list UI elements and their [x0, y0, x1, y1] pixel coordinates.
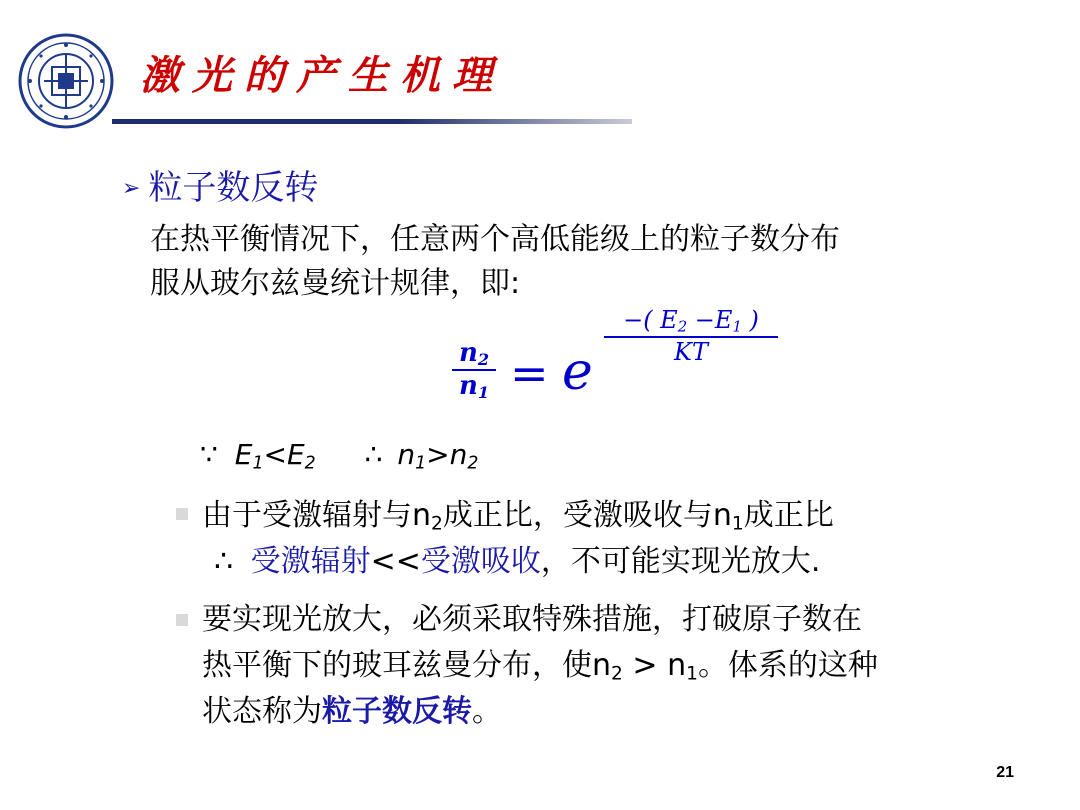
bullet-2-line-3: 状态称为粒子数反转。	[202, 694, 502, 729]
heading-text: 粒子数反转	[148, 168, 319, 208]
exponent-numerator: −( $E_2 -E_1$ )	[623, 306, 759, 336]
formula-lhs-numerator: $n_2$	[458, 338, 490, 370]
university-seal-icon	[18, 33, 114, 129]
intro-line-2: 服从玻尔兹曼统计规律，即:	[150, 266, 521, 301]
formula-equals: =	[510, 346, 549, 400]
condition-line: ∵ $E_1<E_2$ ∴ $n_1>n_2$	[200, 438, 479, 474]
bullet-1-line-2: ∴ 受激辐射<<受激吸收，不可能实现光放大.	[214, 544, 821, 579]
bullet-2-line-2: 热平衡下的玻耳兹曼分布，使$n_2 > n_1$。体系的这种	[202, 648, 878, 685]
formula-lhs-denominator: $n_1$	[458, 371, 490, 403]
section-heading	[122, 160, 318, 209]
title-underline	[112, 119, 632, 124]
exponent-denominator: KT	[674, 337, 708, 366]
formula-exponent	[604, 306, 778, 366]
slide-title: 激光的产生机理	[140, 52, 504, 99]
bullet-1-line-1: 由于受激辐射与$n_2$成正比，受激吸收与$n_1$成正比	[202, 498, 834, 535]
square-bullet-icon	[176, 508, 188, 520]
bullet-2-line-1: 要实现光放大，必须采取特殊措施，打破原子数在	[202, 602, 862, 637]
arrow-bullet-icon: ➢	[122, 176, 141, 201]
formula-lhs	[452, 338, 496, 402]
intro-line-1: 在热平衡情况下，任意两个高低能级上的粒子数分布	[150, 222, 840, 257]
formula-base-e: e	[562, 342, 593, 402]
square-bullet-icon	[176, 614, 188, 626]
page-number: 21	[996, 764, 1014, 781]
